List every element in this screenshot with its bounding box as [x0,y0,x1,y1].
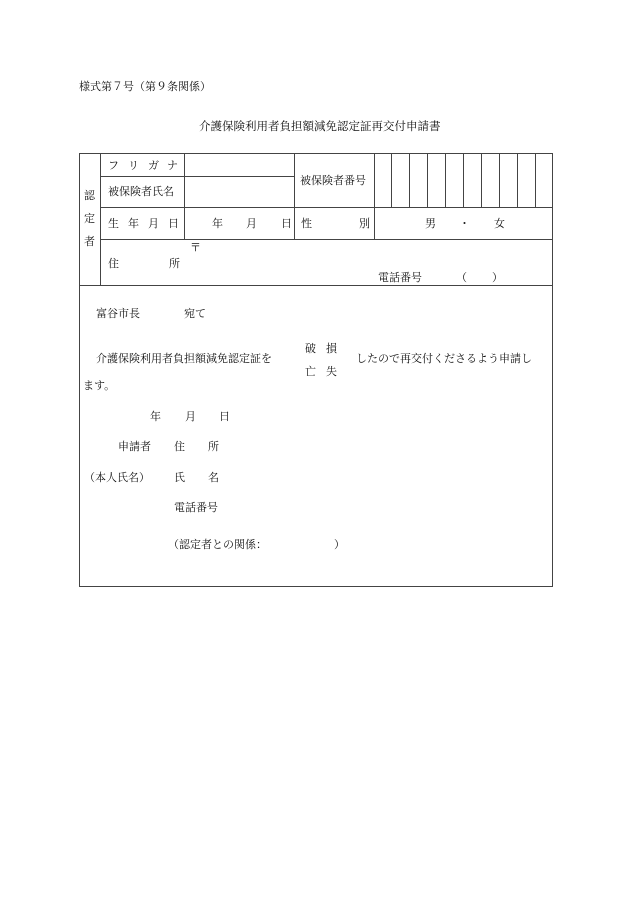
application-date-year: 年 [150,410,161,423]
side-label-1: 認 [84,189,95,202]
postal-mark: 〒 [190,241,201,254]
applicant-phone-label: 電話番号 [174,501,218,514]
gender-label-1: 性 [301,217,312,230]
furigana-field[interactable] [186,155,292,175]
side-label-3: 者 [84,235,95,248]
insured-name-label: 被保険者氏名 [108,185,174,198]
birth-label-3: 月 [148,217,159,230]
request-wrap: ます。 [83,379,116,392]
gender-dot: ・ [459,217,470,230]
table-phone-paren-open: （ [456,271,467,284]
furigana-label-4: ナ [167,159,178,172]
furigana-label-1: フ [108,159,119,172]
reason-lost-1[interactable]: 亡 [305,365,316,378]
reason-lost-2[interactable]: 失 [326,365,337,378]
birth-label-4: 日 [168,217,179,230]
application-date-month: 月 [185,410,196,423]
form-number: 様式第７号（第９条関係） [79,80,211,93]
application-body [79,286,553,587]
applicant-address-label-2: 所 [208,440,219,453]
addressee: 富谷市長 [96,307,140,320]
gender-label-2: 別 [359,217,370,230]
birth-label-1: 生 [108,217,119,230]
furigana-label-2: リ [128,159,139,172]
atena: 宛て [184,307,206,320]
gender-male[interactable]: 男 [425,217,436,230]
relation-label: （認定者との関係： [168,538,267,551]
relation-close: ） [334,538,345,551]
applicant-name-label-2: 名 [208,471,219,484]
document-title: 介護保険利用者負担額減免認定証再交付申請書 [199,119,441,133]
applicant-label: 申請者 [118,440,151,453]
address-label-2: 所 [169,257,180,270]
birth-label-2: 年 [128,217,139,230]
birth-day: 日 [281,217,292,230]
applicant-name-label-1: 氏 [174,471,185,484]
furigana-label-3: ガ [148,159,159,172]
self-name-label: （本人氏名） [84,471,150,484]
table-phone-label: 電話番号 [378,271,422,284]
side-label-2: 定 [84,212,95,225]
address-field[interactable] [200,242,550,266]
reason-damaged-2[interactable]: 損 [326,342,337,355]
table-phone-paren-close: ） [492,271,503,284]
request-start: 介護保険利用者負担額減免認定証を [96,352,272,365]
gender-female[interactable]: 女 [494,217,505,230]
insured-number-label: 被保険者番号 [300,174,366,187]
birth-year: 年 [212,217,223,230]
address-label-1: 住 [108,257,119,270]
request-end: したので再交付くださるよう申請し [356,352,532,365]
insured-name-field[interactable] [186,178,292,206]
application-date-day: 日 [219,410,230,423]
birth-month: 月 [246,217,257,230]
applicant-address-label-1: 住 [174,440,185,453]
insured-number-field[interactable] [376,155,552,206]
reason-damaged-1[interactable]: 破 [305,342,316,355]
